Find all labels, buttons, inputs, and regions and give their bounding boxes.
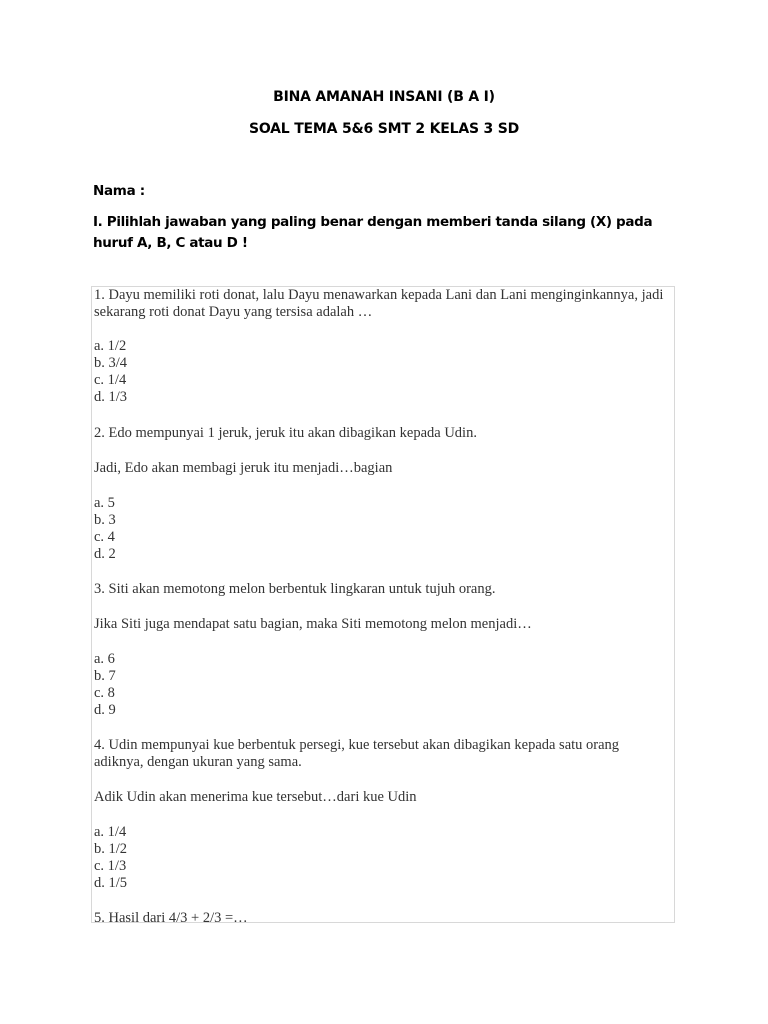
school-title: BINA AMANAH INSANI (B A I) (273, 89, 495, 105)
question-3-text: 3. Siti akan memotong melon berbentuk lingkaran untuk tujuh orang. (94, 581, 496, 597)
question-4-option-a: a. 1/4 (94, 824, 127, 840)
question-4-text: 4. Udin mempunyai kue berbentuk persegi, kue tersebut akan dibagikan kepada satu orang adiknya, dengan ukuran yang sama. (94, 737, 620, 770)
question-1-option-a: a. 1/2 (94, 338, 127, 354)
questions-content (92, 287, 674, 923)
question-1-text: 1. Dayu memiliki roti donat, lalu Dayu menawarkan kepada Lani dan Lani menginginkannya, jadi sekarang roti donat Dayu yang tersisa adalah … (94, 287, 664, 320)
question-4-option-c: c. 1/3 (94, 858, 127, 874)
name-label: Nama : (93, 183, 145, 199)
question-3-option-c: c. 8 (94, 685, 115, 701)
question-2-followup: Jadi, Edo akan membagi jeruk itu menjadi…bagian (94, 460, 393, 476)
exam-title: SOAL TEMA 5&6 SMT 2 KELAS 3 SD (248, 121, 520, 137)
question-2-option-b: b. 3 (94, 512, 116, 528)
question-3-option-b: b. 7 (94, 668, 116, 684)
question-4-option-d: d. 1/5 (94, 875, 128, 891)
question-4-option-b: b. 1/2 (94, 841, 128, 857)
question-1-option-c: c. 1/4 (94, 372, 127, 388)
question-2-option-a: a. 5 (94, 495, 115, 511)
question-2-option-c: c. 4 (94, 529, 115, 545)
questions-box (91, 286, 675, 923)
question-4-followup: Adik Udin akan menerima kue tersebut…dari kue Udin (94, 789, 417, 805)
question-1-option-d: d. 1/3 (94, 389, 128, 405)
question-1-option-b: b. 3/4 (94, 355, 128, 371)
question-3-option-d: d. 9 (94, 702, 116, 718)
question-2-option-d: d. 2 (94, 546, 116, 562)
question-3-option-a: a. 6 (94, 651, 115, 667)
question-2-text: 2. Edo mempunyai 1 jeruk, jeruk itu akan dibagikan kepada Udin. (94, 425, 477, 441)
question-5-text: 5. Hasil dari 4/3 + 2/3 =… (94, 910, 248, 923)
question-3-followup: Jika Siti juga mendapat satu bagian, maka Siti memotong melon menjadi… (94, 616, 532, 632)
instruction-text: I. Pilihlah jawaban yang paling benar dengan memberi tanda silang (X) pada huruf A, B, C atau D ! (93, 214, 653, 251)
